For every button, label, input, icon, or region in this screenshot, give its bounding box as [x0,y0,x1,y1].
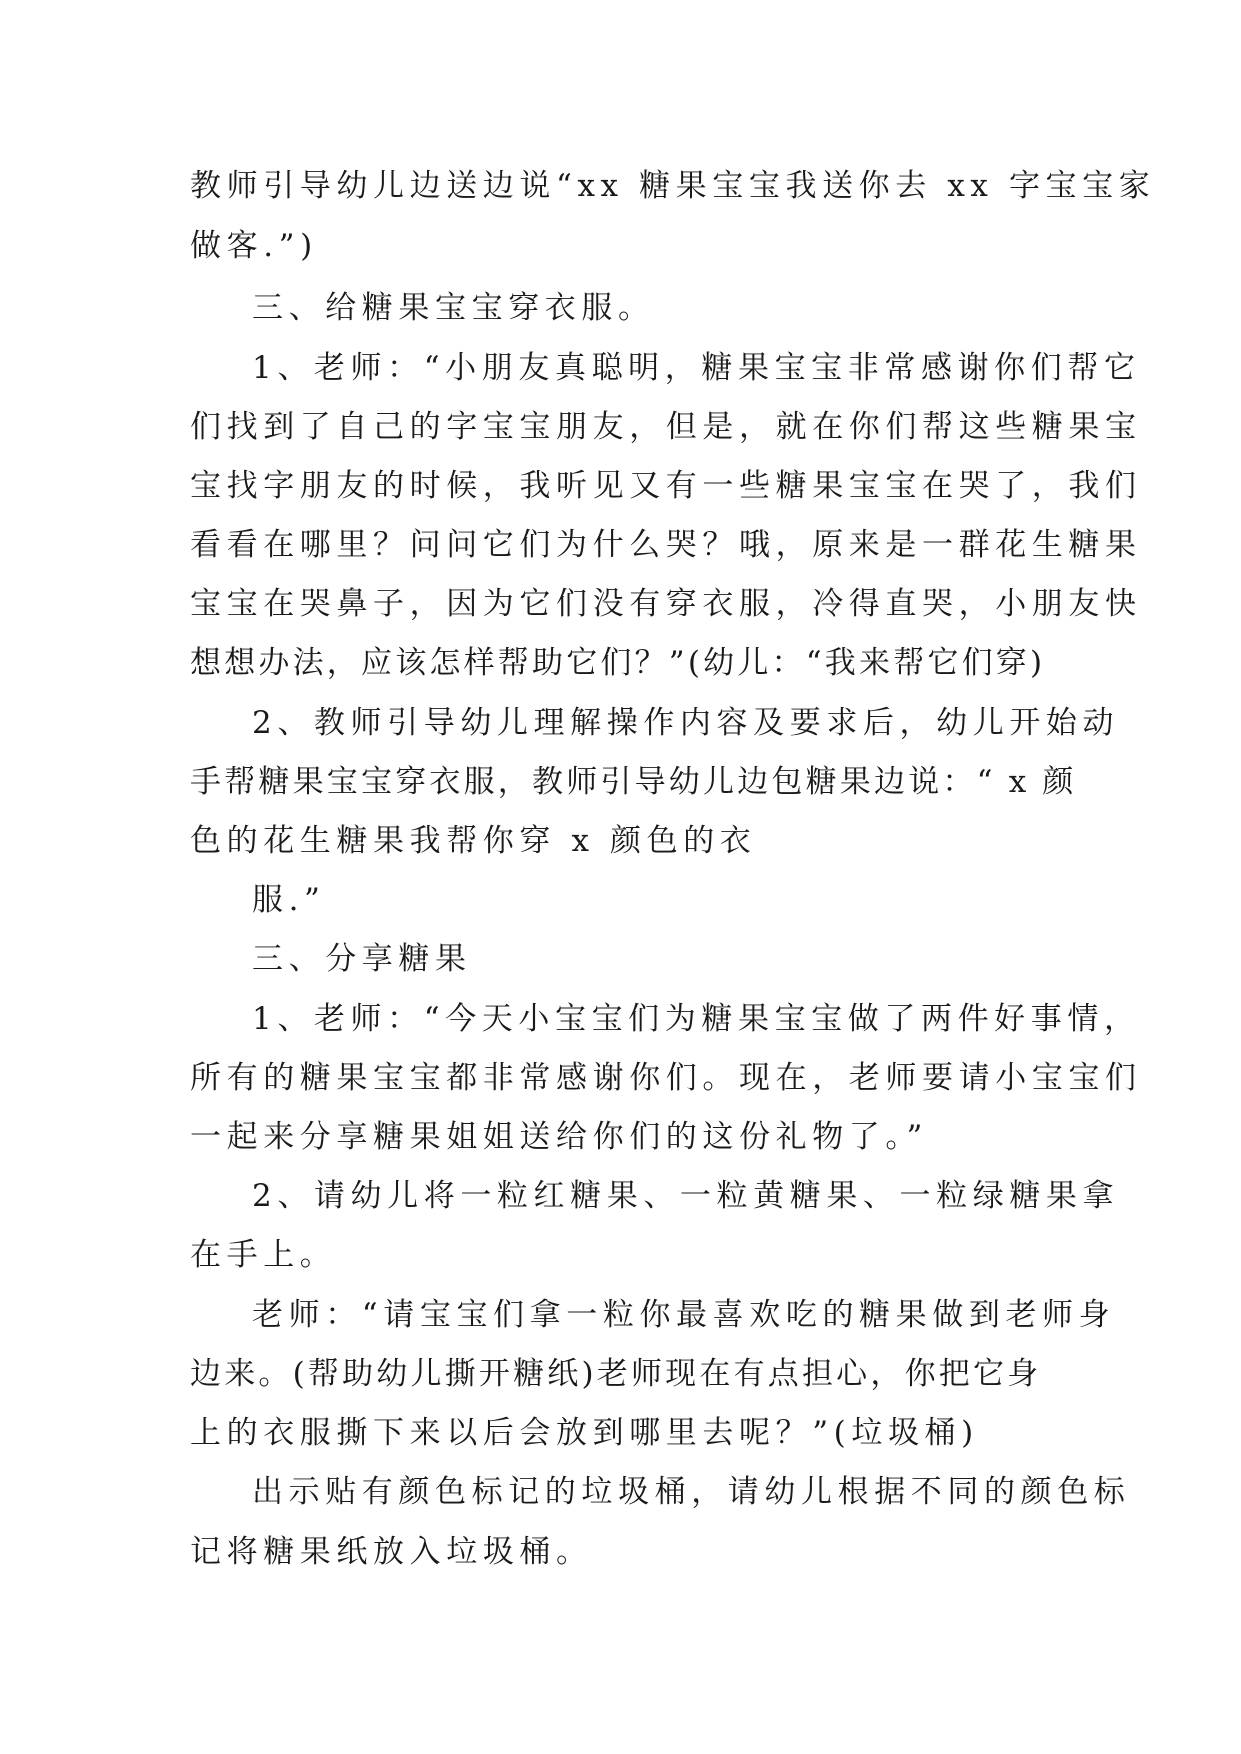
paragraph-line: 上的衣服撕下来以后会放到哪里去呢？”(垃圾桶) [190,1415,979,1451]
paragraph-line: 所有的糖果宝宝都非常感谢你们。现在，老师要请小宝宝们 [190,1060,1142,1096]
section-heading: 三、分享糖果 [252,941,472,977]
paragraph-line: 教师引导幼儿边送边说“xx 糖果宝宝我送你去 xx 字宝宝家 [190,168,1156,204]
paragraph-line: 记将糖果纸放入垃圾桶。 [190,1534,593,1570]
paragraph-line: 色的花生糖果我帮你穿 x 颜色的衣 [190,823,757,859]
paragraph-line: 1、老师：“小朋友真聪明，糖果宝宝非常感谢你们帮它 [252,350,1141,386]
paragraph-line: 老师：“请宝宝们拿一粒你最喜欢吃的糖果做到老师身 [252,1297,1116,1333]
section-heading: 三、给糖果宝宝穿衣服。 [252,290,655,326]
paragraph-line: 宝找字朋友的时候，我听见又有一些糖果宝宝在哭了，我们 [190,468,1142,504]
paragraph-line: 在手上。 [190,1237,337,1273]
paragraph-line: 2、请幼儿将一粒红糖果、一粒黄糖果、一粒绿糖果拿 [252,1178,1120,1214]
paragraph-line: 手帮糖果宝宝穿衣服，教师引导幼儿边包糖果边说：“ x 颜 [190,764,1077,800]
paragraph-line: 宝宝在哭鼻子，因为它们没有穿衣服，冷得直哭，小朋友快 [190,586,1142,622]
paragraph-line: 2、教师引导幼儿理解操作内容及要求后，幼儿开始动 [252,705,1120,741]
paragraph-line: 一起来分享糖果姐姐送给你们的这份礼物了。” [190,1119,928,1155]
paragraph-line: 们找到了自己的字宝宝朋友，但是，就在你们帮这些糖果宝 [190,409,1142,445]
paragraph-line: 出示贴有颜色标记的垃圾桶，请幼儿根据不同的颜色标 [252,1474,1131,1510]
paragraph-line: 边来。(帮助幼儿撕开糖纸)老师现在有点担心，你把它身 [190,1356,1042,1392]
paragraph-line: 看看在哪里？问问它们为什么哭？哦，原来是一群花生糖果 [190,527,1142,563]
paragraph-line: 想想办法，应该怎样帮助它们？”(幼儿：“我来帮它们穿) [190,645,1046,681]
paragraph-line: 1、老师：“今天小宝宝们为糖果宝宝做了两件好事情， [252,1001,1141,1037]
paragraph-line: 服.” [252,882,326,918]
paragraph-line: 做客.”) [190,228,318,264]
